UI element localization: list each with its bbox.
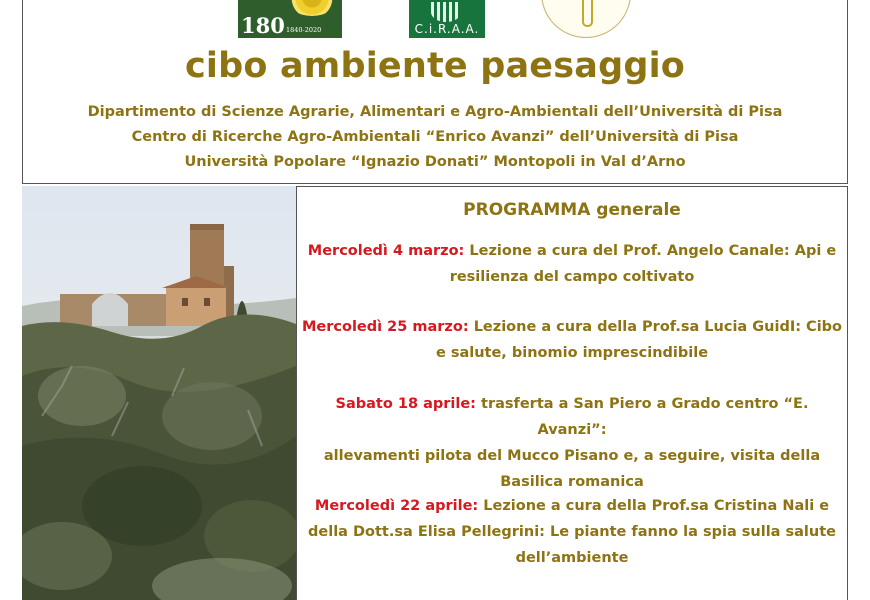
- entry-date: Mercoledì 25 marzo:: [301, 319, 469, 335]
- entry-text: e salute, binomio imprescindibile: [435, 345, 709, 361]
- entry-text: resilienza del campo coltivato: [449, 269, 695, 285]
- page-title: cibo ambiente paesaggio: [184, 46, 686, 86]
- entry-text: Basilica romanica: [500, 474, 644, 490]
- entry-text: Lezione a cura del Prof. Angelo Canale: Api e: [469, 243, 837, 259]
- anniversary-years: 1840-2020: [286, 26, 322, 34]
- programme-entry: [300, 238, 844, 290]
- entry-date: Mercoledì 22 aprile:: [314, 498, 479, 514]
- entry-text: trasferta a San Piero a Grado centro “E. Avanzi”:: [481, 396, 809, 438]
- programme-entry: [300, 493, 844, 571]
- organizer-line-2: Centro di Ricerche Agro-Ambientali “Enrico Avanzi” dell’Università di Pisa: [131, 129, 739, 145]
- programme-title: PROGRAMMA generale: [463, 200, 681, 220]
- organizer-line-3: Università Popolare “Ignazio Donati” Montopoli in Val d’Arno: [184, 154, 686, 170]
- organizer-line-1: Dipartimento di Scienze Agrarie, Alimentari e Agro-Ambientali dell’Università di Pisa: [87, 104, 783, 120]
- entry-text: Lezione a cura della Prof.sa Cristina Nali e: [483, 498, 830, 514]
- entry-text: allevamenti pilota del Mucco Pisano e, a seguire, visita della: [323, 448, 821, 464]
- entry-text: Lezione a cura della Prof.sa Lucia GuidI: Cibo: [473, 319, 843, 335]
- entry-text: dell’ambiente: [515, 550, 629, 566]
- programme-entry: [300, 391, 844, 495]
- entry-date: Mercoledì 4 marzo:: [307, 243, 465, 259]
- programme-entry: [300, 314, 844, 366]
- landscape-photo: [22, 186, 296, 600]
- entry-text: della Dott.sa Elisa Pellegrini: Le piante fanno la spia sulla salute: [308, 524, 836, 540]
- ciraa-logo-text: C.i.R.A.A.: [414, 22, 480, 36]
- entry-date: Sabato 18 aprile:: [335, 396, 476, 412]
- anniversary-number: 180: [241, 13, 285, 38]
